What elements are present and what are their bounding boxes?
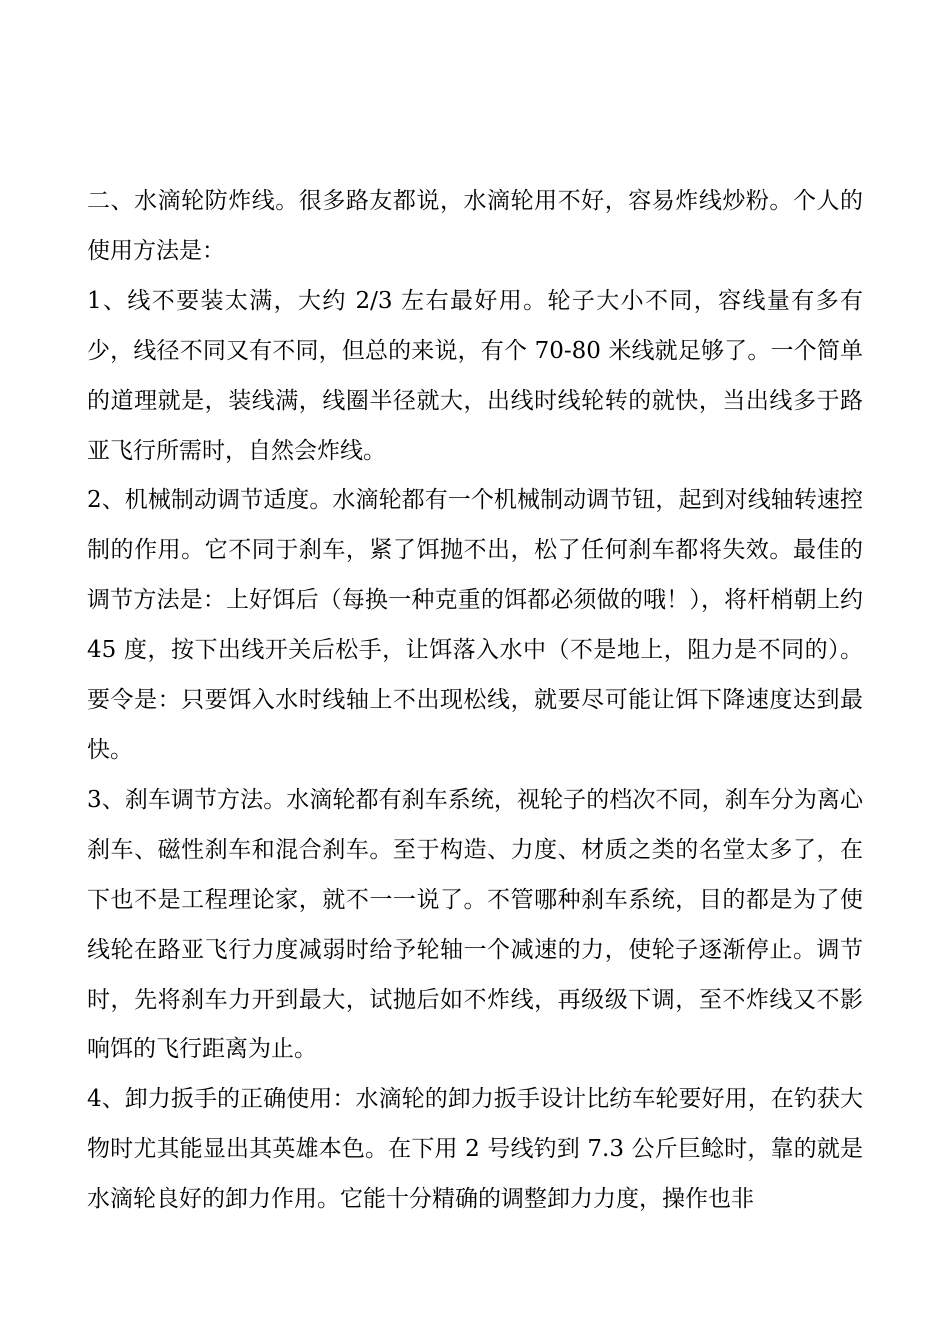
- paragraph-brake-adjustment: 3、刹车调节方法。水滴轮都有刹车系统，视轮子的档次不同，刹车分为离心刹车、磁性刹车和混合刹车。至于构造、力度、材质之类的名堂太多了，在下也不是工程理论家，就不一一说了。不管哪种刹车系统，目的都是为了使线轮在路亚飞行力度减弱时给予轮轴一个减速的力，使轮子逐渐停止。调节时，先将刹车力开到最大，试抛后如不炸线，再级级下调，至不炸线又不影响饵的飞行距离为止。: [87, 786, 863, 1063]
- paragraph-line-capacity: 1、线不要装太满，大约 2/3 左右最好用。轮子大小不同，容线量有多有少，线径不同又有不同，但总的来说，有个 70-80 米线就足够了。一个简单的道理就是，装线满，线圈半径就大，出线时线轮转的就快，当出线多于路亚飞行所需时，自然会炸线。: [87, 287, 863, 464]
- paragraph-anti-backlash-intro: 二、水滴轮防炸线。很多路友都说，水滴轮用不好，容易炸线炒粉。个人的使用方法是：: [87, 188, 863, 264]
- paragraph-mechanical-brake: 2、机械制动调节适度。水滴轮都有一个机械制动调节钮，起到对线轴转速控制的作用。它不同于刹车，紧了饵抛不出，松了任何刹车都将失效。最佳的调节方法是：上好饵后（每换一种克重的饵都必须做的哦！），将杆梢朝上约 45 度，按下出线开关后松手，让饵落入水中（不是地上，阻力是不同的）。要令是：只要饵入水时线轴上不出现松线，就要尽可能让饵下降速度达到最快。: [87, 487, 863, 763]
- paragraph-drag-wrench: 4、卸力扳手的正确使用：水滴轮的卸力扳手设计比纺车轮要好用，在钓获大物时尤其能显出其英雄本色。在下用 2 号线钓到 7.3 公斤巨鲶时，靠的就是水滴轮良好的卸力作用。它能十分精确的调整卸力力度，操作也非: [87, 1086, 863, 1213]
- document-body: [87, 177, 863, 1225]
